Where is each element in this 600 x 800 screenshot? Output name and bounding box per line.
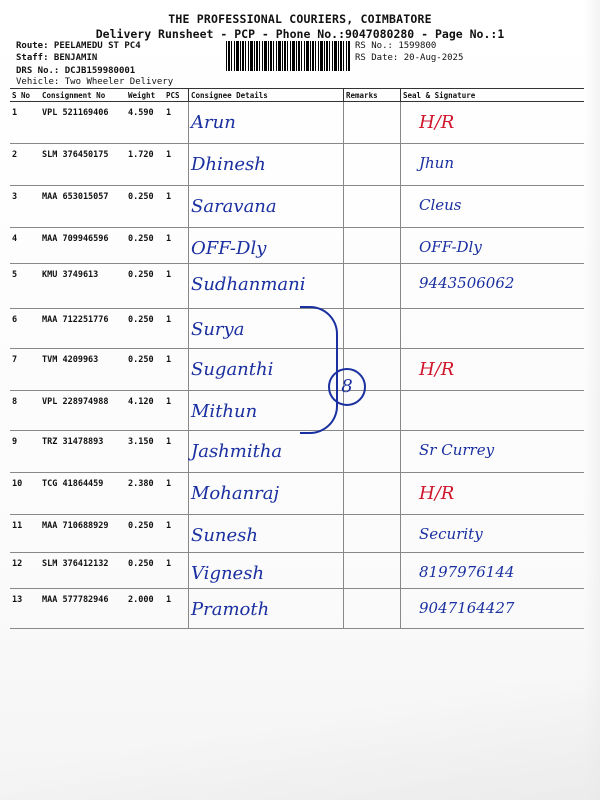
row-consignment-no: MAA 653015057 (42, 192, 109, 202)
row-sno: 9 (12, 437, 18, 447)
row-sno: 8 (12, 397, 18, 407)
row-pcs: 1 (166, 559, 172, 569)
row-consignee-handwritten: Sudhanmani (191, 274, 306, 295)
row-weight: 0.250 (128, 234, 154, 244)
row-sno: 10 (12, 479, 23, 489)
table-row (10, 431, 584, 473)
row-sno: 11 (12, 521, 23, 531)
row-remarks (344, 228, 401, 264)
row-remarks (344, 102, 401, 144)
row-consignee-handwritten: OFF-Dly (191, 238, 267, 259)
runsheet-title: Delivery Runsheet - PCP - Phone No.:9047080280 - Page No.:1 (95, 27, 505, 41)
row-weight: 0.250 (128, 521, 154, 531)
col-seal-signature: Seal & Signature (401, 89, 585, 102)
row-consignee-handwritten: Mithun (191, 401, 258, 422)
drs-label: DRS No.: DCJB159980001 (16, 66, 136, 76)
table-row (10, 553, 584, 589)
circled-group-mark: 8 (328, 368, 366, 406)
col-pcs: PCS (164, 89, 189, 102)
company-name: THE PROFESSIONAL COURIERS, COIMBATORE (168, 12, 432, 26)
row-remarks (344, 431, 401, 473)
bracket-mark (300, 306, 338, 434)
row-signature: Sr Currey (419, 441, 495, 459)
row-sno: 6 (12, 315, 18, 325)
row-consignment-no: MAA 577782946 (42, 595, 109, 605)
row-pcs: 1 (166, 437, 172, 447)
staff-label: Staff: BENJAMIN (16, 53, 98, 63)
row-consignment-no: TVM 4209963 (42, 355, 99, 365)
table-row (10, 589, 584, 629)
col-consignee: Consignee Details (189, 89, 344, 102)
row-weight: 0.250 (128, 315, 154, 325)
col-consignment: Consignment No (40, 89, 126, 102)
rs-number: RS No.: 1599800 (355, 41, 437, 51)
row-consignee-handwritten: Sunesh (191, 525, 258, 546)
row-pcs: 1 (166, 150, 172, 160)
table-header-row (10, 89, 584, 102)
row-weight: 4.590 (128, 108, 154, 118)
row-consignment-no: MAA 712251776 (42, 315, 109, 325)
row-sno: 12 (12, 559, 23, 569)
row-signature: H/R (419, 483, 455, 504)
table-row (10, 228, 584, 264)
row-pcs: 1 (166, 479, 172, 489)
row-sno: 3 (12, 192, 18, 202)
row-consignee-handwritten: Mohanraj (191, 483, 280, 504)
row-pcs: 1 (166, 595, 172, 605)
row-sno: 4 (12, 234, 18, 244)
row-consignee-handwritten: Pramoth (191, 599, 270, 620)
row-remarks (344, 309, 401, 349)
row-remarks (344, 515, 401, 553)
row-signature: H/R (419, 359, 455, 380)
row-consignee-handwritten: Surya (191, 319, 245, 340)
row-remarks (344, 553, 401, 589)
page-bottom-shadow (0, 680, 600, 800)
row-consignment-no: VPL 521169406 (42, 108, 109, 118)
row-consignee-handwritten: Dhinesh (191, 154, 266, 175)
vehicle-label: Vehicle: Two Wheeler Delivery (16, 77, 174, 87)
row-signature: H/R (419, 112, 455, 133)
table-row (10, 264, 584, 309)
table-row (10, 102, 584, 144)
runsheet-table (10, 88, 584, 629)
row-weight: 0.250 (128, 270, 154, 280)
row-sno: 7 (12, 355, 18, 365)
col-sno: S No (10, 89, 40, 102)
table-row (10, 349, 584, 391)
row-sno: 13 (12, 595, 23, 605)
table-row (10, 515, 584, 553)
row-remarks (344, 186, 401, 228)
row-weight: 2.380 (128, 479, 154, 489)
row-weight: 1.720 (128, 150, 154, 160)
row-signature: Jhun (419, 154, 454, 172)
row-weight: 3.150 (128, 437, 154, 447)
rs-date: RS Date: 20-Aug-2025 (355, 53, 464, 63)
row-consignment-no: MAA 709946596 (42, 234, 109, 244)
table-row (10, 473, 584, 515)
row-signature: Cleus (419, 196, 462, 214)
table-row (10, 144, 584, 186)
row-pcs: 1 (166, 521, 172, 531)
row-signature: 9047164427 (419, 599, 515, 617)
row-consignee-handwritten: Vignesh (191, 563, 265, 584)
row-consignment-no: KMU 3749613 (42, 270, 99, 280)
row-remarks (344, 473, 401, 515)
row-consignee-handwritten: Suganthi (191, 359, 274, 380)
table-row (10, 309, 584, 349)
row-weight: 2.000 (128, 595, 154, 605)
row-signature: 9443506062 (419, 274, 515, 292)
row-weight: 0.250 (128, 355, 154, 365)
row-consignee-handwritten: Saravana (191, 196, 277, 217)
row-remarks (344, 144, 401, 186)
row-pcs: 1 (166, 234, 172, 244)
table-row (10, 186, 584, 228)
row-remarks (344, 264, 401, 309)
col-weight: Weight (126, 89, 164, 102)
row-consignment-no: VPL 228974988 (42, 397, 109, 407)
row-pcs: 1 (166, 315, 172, 325)
barcode (226, 41, 350, 71)
row-remarks (344, 589, 401, 629)
col-remarks: Remarks (344, 89, 401, 102)
row-pcs: 1 (166, 192, 172, 202)
route-label: Route: PEELAMEDU ST PC4 (16, 41, 141, 51)
table-row (10, 391, 584, 431)
row-consignment-no: SLM 376412132 (42, 559, 109, 569)
row-signature: Security (419, 525, 483, 543)
row-weight: 0.250 (128, 559, 154, 569)
row-signature: OFF-Dly (419, 238, 482, 256)
row-consignment-no: TRZ 31478893 (42, 437, 104, 447)
row-pcs: 1 (166, 397, 172, 407)
row-consignee-handwritten: Jashmitha (191, 441, 283, 462)
row-weight: 0.250 (128, 192, 154, 202)
row-pcs: 1 (166, 355, 172, 365)
row-consignment-no: SLM 376450175 (42, 150, 109, 160)
row-weight: 4.120 (128, 397, 154, 407)
row-sno: 2 (12, 150, 18, 160)
row-pcs: 1 (166, 108, 172, 118)
row-sno: 1 (12, 108, 18, 118)
row-consignee-handwritten: Arun (191, 112, 236, 133)
row-signature: 8197976144 (419, 563, 515, 581)
row-consignment-no: MAA 710688929 (42, 521, 109, 531)
row-pcs: 1 (166, 270, 172, 280)
row-consignment-no: TCG 41864459 (42, 479, 104, 489)
row-sno: 5 (12, 270, 18, 280)
